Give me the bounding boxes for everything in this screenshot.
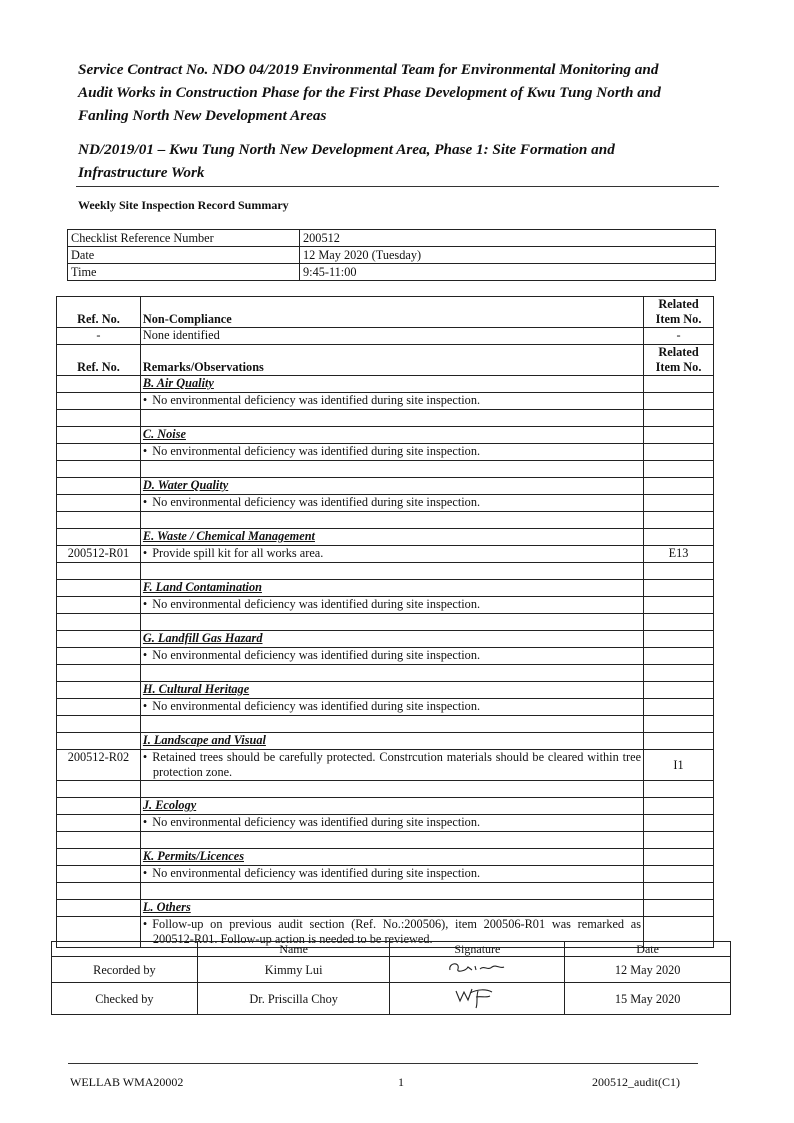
item-no-label: Item No. <box>655 360 702 374</box>
table-row <box>57 410 714 427</box>
ref-no-header: Ref. No. <box>57 297 141 328</box>
section-title-text: L. Others <box>142 900 191 914</box>
blank-cell <box>140 716 643 733</box>
table-row <box>57 393 714 410</box>
blank-cell <box>644 461 714 478</box>
blank-cell <box>57 427 141 444</box>
blank-cell <box>644 529 714 546</box>
section-title-text: D. Water Quality <box>142 478 229 492</box>
remark-text-text: • No environmental deficiency was identified during site inspection. <box>143 866 641 881</box>
section-title <box>140 529 643 546</box>
related-item <box>644 866 714 883</box>
blank-cell <box>57 665 141 682</box>
section-title <box>140 733 643 750</box>
blank-cell <box>57 883 141 900</box>
blank-cell <box>644 733 714 750</box>
reference-table <box>67 229 716 281</box>
contract-subtitle <box>78 138 728 184</box>
remark-text-text: • No environmental deficiency was identified during site inspection. <box>143 597 641 612</box>
blank-cell <box>140 883 643 900</box>
footer-right: 200512_audit(C1) <box>592 1075 680 1089</box>
blank-cell <box>644 478 714 495</box>
blank-cell <box>644 665 714 682</box>
remark-ref <box>57 546 141 563</box>
related-item-header <box>644 297 714 328</box>
nc-ref: - <box>57 328 141 345</box>
related-item-header <box>644 345 714 376</box>
remark-ref <box>57 750 141 781</box>
table-row <box>57 495 714 512</box>
table-row <box>57 580 714 597</box>
table-row <box>57 900 714 917</box>
inspection-table <box>56 296 714 948</box>
remark-ref-text: 200512-R02 <box>67 750 130 764</box>
table-row <box>57 665 714 682</box>
blank-cell <box>644 883 714 900</box>
related-item <box>644 546 714 563</box>
footer-left: WELLAB WMA20002 <box>70 1075 184 1089</box>
blank-cell <box>644 781 714 798</box>
blank-cell <box>140 614 643 631</box>
section-title <box>140 849 643 866</box>
section-title-text: E. Waste / Chemical Management <box>142 529 315 543</box>
blank-cell <box>57 580 141 597</box>
section-title <box>140 478 643 495</box>
contract-line: ND/2019/01 – Kwu Tung North New Development Area, Phase 1: Site Formation and <box>78 141 615 158</box>
related-label: Related <box>658 345 699 359</box>
remark-text-text: • No environmental deficiency was identified during site inspection. <box>143 495 641 510</box>
remark-ref <box>57 815 141 832</box>
blank-cell <box>644 716 714 733</box>
checklist-label: Checklist Reference Number <box>68 230 300 247</box>
section-title-text: K. Permits/Licences <box>142 849 244 863</box>
blank-cell <box>644 427 714 444</box>
related-item <box>644 444 714 461</box>
blank-cell <box>140 563 643 580</box>
blank-cell <box>140 832 643 849</box>
title-line: Fanling North New Development Areas <box>78 107 327 124</box>
table-row <box>57 427 714 444</box>
table-row <box>57 546 714 563</box>
blank-cell <box>57 849 141 866</box>
table-row <box>57 682 714 699</box>
blank-cell <box>57 631 141 648</box>
recorded-by-name: Kimmy Lui <box>197 957 390 983</box>
related-item-text: I1 <box>673 757 684 772</box>
table-row <box>57 832 714 849</box>
section-title-text: B. Air Quality <box>142 376 214 390</box>
section-title <box>140 376 643 393</box>
time-label: Time <box>68 264 300 281</box>
table-row <box>57 512 714 529</box>
blank-cell <box>57 682 141 699</box>
nc-text: None identified <box>140 328 643 345</box>
related-item <box>644 597 714 614</box>
contract-line: Infrastructure Work <box>78 164 205 181</box>
blank-cell <box>57 461 141 478</box>
remark-ref <box>57 648 141 665</box>
section-title-text: H. Cultural Heritage <box>142 682 250 696</box>
related-item-text: E13 <box>668 546 689 560</box>
blank-cell <box>644 682 714 699</box>
signature-scribble <box>442 983 512 1009</box>
contract-title <box>78 58 728 127</box>
recorded-signature <box>390 957 565 983</box>
date-header: Date <box>565 942 731 957</box>
time-value: 9:45-11:00 <box>300 264 716 281</box>
blank-cell <box>140 410 643 427</box>
remark-ref <box>57 393 141 410</box>
table-row <box>57 716 714 733</box>
table-row <box>57 376 714 393</box>
checked-date: 15 May 2020 <box>565 983 731 1015</box>
remark-ref <box>57 597 141 614</box>
blank-cell <box>644 832 714 849</box>
related-item <box>644 393 714 410</box>
table-row <box>57 866 714 883</box>
blank-cell <box>57 716 141 733</box>
section-title <box>140 580 643 597</box>
remark-ref <box>57 444 141 461</box>
remark-text <box>140 597 643 614</box>
remark-text-text: • No environmental deficiency was identified during site inspection. <box>143 648 641 663</box>
sections-body <box>57 376 714 948</box>
remark-text <box>140 699 643 716</box>
blank-cell <box>644 849 714 866</box>
table-row <box>57 815 714 832</box>
remark-ref-text: 200512-R01 <box>67 546 130 560</box>
blank-cell <box>57 529 141 546</box>
blank-cell <box>644 631 714 648</box>
related-item <box>644 648 714 665</box>
blank-cell <box>644 563 714 580</box>
section-title <box>140 798 643 815</box>
blank-cell <box>140 461 643 478</box>
blank-cell <box>644 512 714 529</box>
remark-text <box>140 444 643 461</box>
section-title-text: C. Noise <box>142 427 186 441</box>
remark-text <box>140 546 643 563</box>
table-row <box>57 849 714 866</box>
table-row <box>57 563 714 580</box>
remark-text <box>140 815 643 832</box>
non-compliance-header: Non-Compliance <box>140 297 643 328</box>
blank-cell <box>644 376 714 393</box>
table-row <box>57 614 714 631</box>
blank-cell <box>644 900 714 917</box>
blank-cell <box>644 580 714 597</box>
ref-no-header: Ref. No. <box>57 345 141 376</box>
blank-cell <box>57 900 141 917</box>
blank-cell <box>57 563 141 580</box>
blank-cell <box>644 614 714 631</box>
section-title-text: J. Ecology <box>142 798 197 812</box>
related-item <box>644 815 714 832</box>
blank-cell <box>140 665 643 682</box>
remark-text-text: • No environmental deficiency was identified during site inspection. <box>143 815 641 830</box>
remark-text-text: • No environmental deficiency was identified during site inspection. <box>143 444 641 459</box>
remark-ref <box>57 866 141 883</box>
table-row <box>57 750 714 781</box>
blank-cell <box>57 376 141 393</box>
table-row <box>57 883 714 900</box>
blank-cell <box>57 733 141 750</box>
section-title-text: G. Landfill Gas Hazard <box>142 631 263 645</box>
remark-text <box>140 750 643 781</box>
section-title-text: I. Landscape and Visual <box>142 733 266 747</box>
footer-divider <box>68 1063 698 1064</box>
page-heading: Weekly Site Inspection Record Summary <box>78 198 289 212</box>
page-number: 1 <box>398 1075 404 1089</box>
section-title <box>140 682 643 699</box>
remark-text-text: • Provide spill kit for all works area. <box>143 546 641 561</box>
section-title <box>140 900 643 917</box>
related-item <box>644 495 714 512</box>
table-row <box>57 781 714 798</box>
table-row <box>57 733 714 750</box>
name-header: Name <box>197 942 390 957</box>
remark-text-text: • Follow-up on previous audit section (Ref. No.:200506), item 200506-R01 was remarked as 200512-R01. Follow-up action is needed to be reviewed. <box>143 917 641 947</box>
table-row <box>57 444 714 461</box>
blank-cell <box>57 512 141 529</box>
section-title <box>140 427 643 444</box>
related-label: Related <box>658 297 699 311</box>
item-no-label: Item No. <box>655 312 702 326</box>
table-row <box>57 631 714 648</box>
checked-by-label: Checked by <box>52 983 198 1015</box>
checklist-value: 200512 <box>300 230 716 247</box>
table-row <box>57 529 714 546</box>
remark-text <box>140 866 643 883</box>
remark-text <box>140 495 643 512</box>
blank-cell <box>644 410 714 427</box>
table-row <box>57 648 714 665</box>
remark-text-text: • Retained trees should be carefully protected. Constrcution materials should be cleared within tree protection zone. <box>143 750 641 780</box>
blank-cell <box>57 614 141 631</box>
blank-cell <box>57 832 141 849</box>
checked-by-name: Dr. Priscilla Choy <box>197 983 390 1015</box>
blank-cell <box>140 781 643 798</box>
related-item <box>644 699 714 716</box>
recorded-date: 12 May 2020 <box>565 957 731 983</box>
blank-cell <box>57 478 141 495</box>
signature-header: Signature <box>390 942 565 957</box>
signoff-table <box>51 941 731 1015</box>
remark-text-text: • No environmental deficiency was identified during site inspection. <box>143 699 641 714</box>
remarks-header: Remarks/Observations <box>140 345 643 376</box>
header-divider <box>76 186 719 187</box>
table-row <box>57 461 714 478</box>
table-row <box>57 798 714 815</box>
remark-text <box>140 393 643 410</box>
title-line: Service Contract No. NDO 04/2019 Environmental Team for Environmental Monitoring and <box>78 61 659 78</box>
remark-text <box>140 648 643 665</box>
section-title-text: F. Land Contamination <box>142 580 262 594</box>
remark-ref <box>57 699 141 716</box>
blank-cell <box>140 512 643 529</box>
date-label: Date <box>68 247 300 264</box>
table-row <box>57 478 714 495</box>
date-value: 12 May 2020 (Tuesday) <box>300 247 716 264</box>
remark-ref <box>57 495 141 512</box>
related-item <box>644 750 714 781</box>
section-title <box>140 631 643 648</box>
signature-scribble <box>442 957 512 977</box>
nc-item: - <box>644 328 714 345</box>
table-row <box>57 597 714 614</box>
blank-cell <box>52 942 198 957</box>
table-row <box>57 699 714 716</box>
blank-cell <box>57 410 141 427</box>
checked-signature <box>390 983 565 1015</box>
blank-cell <box>57 798 141 815</box>
blank-cell <box>644 798 714 815</box>
recorded-by-label: Recorded by <box>52 957 198 983</box>
blank-cell <box>57 781 141 798</box>
title-line: Audit Works in Construction Phase for the First Phase Development of Kwu Tung North and <box>78 84 661 101</box>
remark-text-text: • No environmental deficiency was identified during site inspection. <box>143 393 641 408</box>
